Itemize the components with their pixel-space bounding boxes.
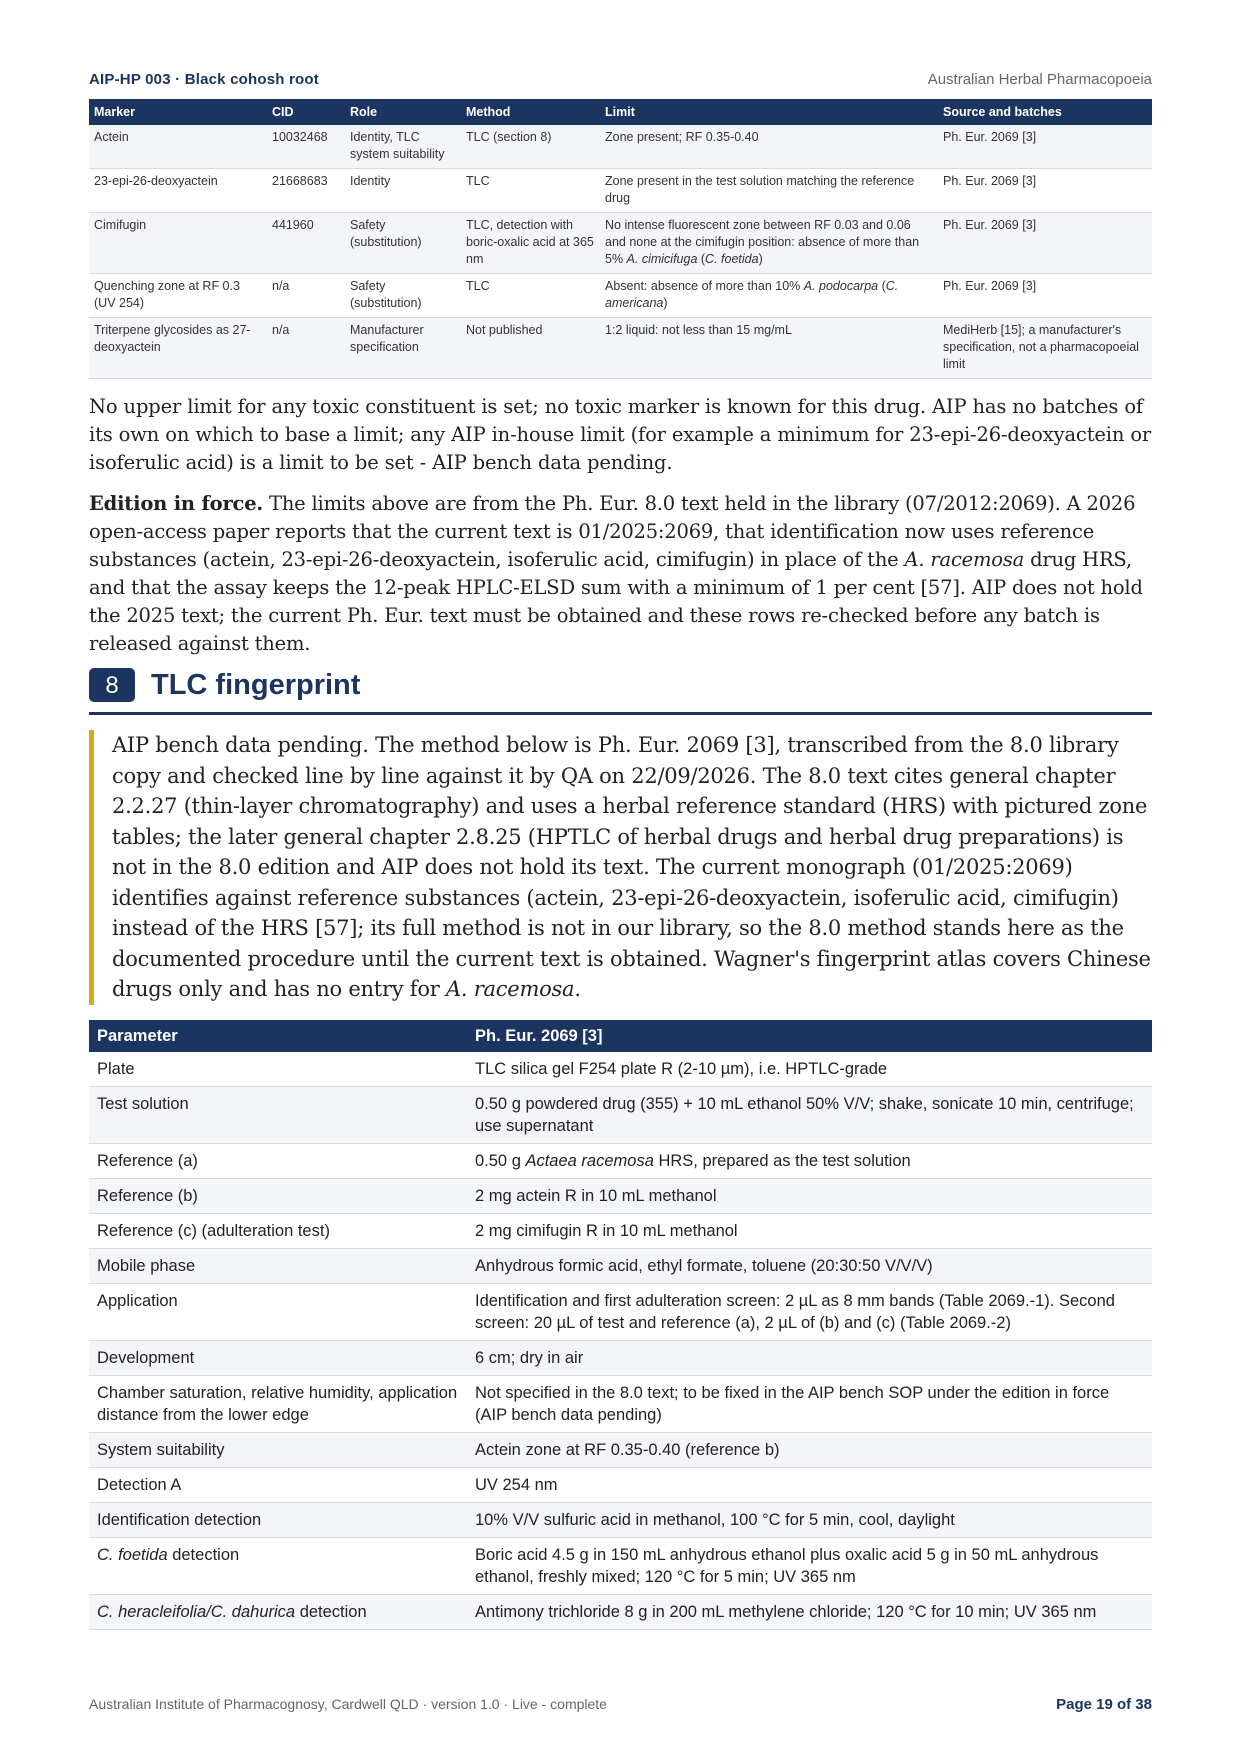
table-row [89, 1052, 1152, 1087]
table-row [89, 1144, 1152, 1179]
table-row [89, 1341, 1152, 1376]
callout-text: AIP bench data pending. The method below is Ph. Eur. 2069 [3], transcribed from the 8.0 library copy and checked line by line against it by QA on 22/09/2026. The 8.0 text cites general chapter 2.2.27 (thin-layer chromatography) and uses a herbal reference standard (HRS) with pictured zone tables; the later general chapter 2.8.25 (HPTLC of herbal drugs and herbal drug preparations) is not in the 8.0 edition and AIP does not hold its text. The current monograph (01/2025:2069) identifies against reference substances (actein, 23-epi-26-deoxyactein, isoferulic acid, cimifugin) instead of the HRS [57]; its full method is not in our library, so the 8.0 method stands here as the documented procedure until the current text is obtained. Wagner's fingerprint atlas covers Chinese drugs only and has no entry for A. racemosa. [112, 733, 1151, 1001]
limit-cell: Zone present; RF 0.35-0.40 [600, 125, 938, 169]
value-cell: TLC silica gel F254 plate R (2-10 µm), i.e. HPTLC-grade [467, 1052, 1152, 1087]
table-row [89, 1595, 1152, 1630]
column-header: Role [345, 99, 461, 125]
source-cell: Ph. Eur. 2069 [3] [938, 169, 1152, 213]
source-cell: MediHerb [15]; a manufacturer's specification, not a pharmacopoeial limit [938, 318, 1152, 379]
table-row [89, 1087, 1152, 1144]
role-cell: Safety (substitution) [345, 213, 461, 274]
limit-cell: No intense fluorescent zone between RF 0.03 and 0.06 and none at the cimifugin position: absence of more than 5% A. cimicifuga (C. foetida) [600, 213, 938, 274]
table-row [89, 274, 1152, 318]
column-header: Method [461, 99, 600, 125]
cid-cell: 10032468 [267, 125, 345, 169]
method-cell: TLC (section 8) [461, 125, 600, 169]
running-header [89, 69, 1152, 91]
limit-cell: 1:2 liquid: not less than 15 mg/mL [600, 318, 938, 379]
param-cell: Reference (b) [89, 1179, 467, 1214]
table-row [89, 1214, 1152, 1249]
column-header: Marker [89, 99, 267, 125]
value-cell: Anhydrous formic acid, ethyl formate, toluene (20:30:50 V/V/V) [467, 1249, 1152, 1284]
column-header: Ph. Eur. 2069 [3] [467, 1020, 1152, 1052]
value-cell: Boric acid 4.5 g in 150 mL anhydrous ethanol plus oxalic acid 5 g in 50 mL anhydrous ethanol, freshly mixed; 120 °C for 5 min; UV 365 nm [467, 1538, 1152, 1595]
param-cell: C. foetida detection [89, 1538, 467, 1595]
table-row [89, 1179, 1152, 1214]
footer-institution: Australian Institute of Pharmacognosy, Cardwell QLD · version 1.0 · Live - complete [89, 1696, 607, 1712]
section-number-badge: 8 [89, 668, 135, 702]
table-row [89, 1249, 1152, 1284]
value-cell: Identification and first adulteration screen: 2 µL as 8 mm bands (Table 2069.-1). Second screen: 20 µL of test and reference (a), 2 µL of (b) and (c) (Table 2069.-2) [467, 1284, 1152, 1341]
param-cell: Mobile phase [89, 1249, 467, 1284]
table-row [89, 1468, 1152, 1503]
table-row [89, 1284, 1152, 1341]
source-cell: Ph. Eur. 2069 [3] [938, 274, 1152, 318]
table-header-row [89, 99, 1152, 125]
tlc-parameters-table [89, 1020, 1152, 1630]
publication-name: Australian Herbal Pharmacopoeia [927, 71, 1152, 88]
limit-cell: Zone present in the test solution matching the reference drug [600, 169, 938, 213]
section-heading [89, 666, 1152, 715]
role-cell: Identity, TLC system suitability [345, 125, 461, 169]
table-row [89, 1433, 1152, 1468]
role-cell: Safety (substitution) [345, 274, 461, 318]
role-cell: Identity [345, 169, 461, 213]
source-cell: Ph. Eur. 2069 [3] [938, 125, 1152, 169]
edition-lead: Edition in force. [89, 492, 264, 515]
toxic-limit-paragraph: No upper limit for any toxic constituent is set; no toxic marker is known for this drug. AIP has no batches of its own on which to base a limit; any AIP in-house limit (for example a minimum for 23-epi-26-deoxyactein or isoferulic acid) is a limit to be set - AIP bench data pending. [89, 395, 1152, 474]
marker-cell: 23-epi-26-deoxyactein [89, 169, 267, 213]
marker-cell: Triterpene glycosides as 27-deoxyactein [89, 318, 267, 379]
param-cell: Detection A [89, 1468, 467, 1503]
method-cell: Not published [461, 318, 600, 379]
param-cell: System suitability [89, 1433, 467, 1468]
marker-cell: Quenching zone at RF 0.3 (UV 254) [89, 274, 267, 318]
value-cell: 2 mg cimifugin R in 10 mL methanol [467, 1214, 1152, 1249]
edition-paragraph: Edition in force. The limits above are from the Ph. Eur. 8.0 text held in the library (07/2012:2069). A 2026 open-access paper reports that the current text is 01/2025:2069, that identification now uses reference substances (actein, 23-epi-26-deoxyactein, isoferulic acid, cimifugin) in place of the A. racemosa drug HRS, and that the assay keeps the 12-peak HPLC-ELSD sum with a minimum of 1 per cent [57]. AIP does not hold the 2025 text; the current Ph. Eur. text must be obtained and these rows re-checked before any batch is released against them. [89, 492, 1143, 655]
param-cell: Development [89, 1341, 467, 1376]
column-header: CID [267, 99, 345, 125]
page-footer [89, 1696, 1152, 1716]
source-cell: Ph. Eur. 2069 [3] [938, 213, 1152, 274]
value-cell: 0.50 g powdered drug (355) + 10 mL ethanol 50% V/V; shake, sonicate 10 min, centrifuge; use supernatant [467, 1087, 1152, 1144]
value-cell: UV 254 nm [467, 1468, 1152, 1503]
method-cell: TLC, detection with boric-oxalic acid at 365 nm [461, 213, 600, 274]
value-cell: Antimony trichloride 8 g in 200 mL methylene chloride; 120 °C for 10 min; UV 365 nm [467, 1595, 1152, 1630]
table-row [89, 169, 1152, 213]
marker-cell: Cimifugin [89, 213, 267, 274]
role-cell: Manufacturer specification [345, 318, 461, 379]
cid-cell: n/a [267, 318, 345, 379]
limit-cell: Absent: absence of more than 10% A. podocarpa (C. americana) [600, 274, 938, 318]
monograph-id: AIP-HP 003 · Black cohosh root [89, 71, 319, 88]
param-cell: Reference (a) [89, 1144, 467, 1179]
param-cell: Application [89, 1284, 467, 1341]
markers-table [89, 99, 1152, 379]
param-cell: C. heracleifolia/C. dahurica detection [89, 1595, 467, 1630]
param-cell: Identification detection [89, 1503, 467, 1538]
cid-cell: n/a [267, 274, 345, 318]
column-header: Limit [600, 99, 938, 125]
value-cell: Actein zone at RF 0.35-0.40 (reference b) [467, 1433, 1152, 1468]
marker-cell: Actein [89, 125, 267, 169]
page-number: Page 19 of 38 [1056, 1696, 1152, 1713]
value-cell: 0.50 g Actaea racemosa HRS, prepared as the test solution [467, 1144, 1152, 1179]
param-cell: Plate [89, 1052, 467, 1087]
table-row [89, 1538, 1152, 1595]
column-header: Parameter [89, 1020, 467, 1052]
method-cell: TLC [461, 169, 600, 213]
value-cell: Not specified in the 8.0 text; to be fixed in the AIP bench SOP under the edition in force (AIP bench data pending) [467, 1376, 1152, 1433]
cid-cell: 21668683 [267, 169, 345, 213]
table-header-row [89, 1020, 1152, 1052]
value-cell: 2 mg actein R in 10 mL methanol [467, 1179, 1152, 1214]
table-row [89, 318, 1152, 379]
value-cell: 10% V/V sulfuric acid in methanol, 100 °C for 5 min, cool, daylight [467, 1503, 1152, 1538]
method-cell: TLC [461, 274, 600, 318]
table-row [89, 1376, 1152, 1433]
cid-cell: 441960 [267, 213, 345, 274]
column-header: Source and batches [938, 99, 1152, 125]
section-title: TLC fingerprint [151, 669, 361, 701]
table-row [89, 125, 1152, 169]
param-cell: Test solution [89, 1087, 467, 1144]
param-cell: Reference (c) (adulteration test) [89, 1214, 467, 1249]
value-cell: 6 cm; dry in air [467, 1341, 1152, 1376]
table-row [89, 213, 1152, 274]
pending-callout [89, 730, 1152, 1005]
table-row [89, 1503, 1152, 1538]
param-cell: Chamber saturation, relative humidity, application distance from the lower edge [89, 1376, 467, 1433]
